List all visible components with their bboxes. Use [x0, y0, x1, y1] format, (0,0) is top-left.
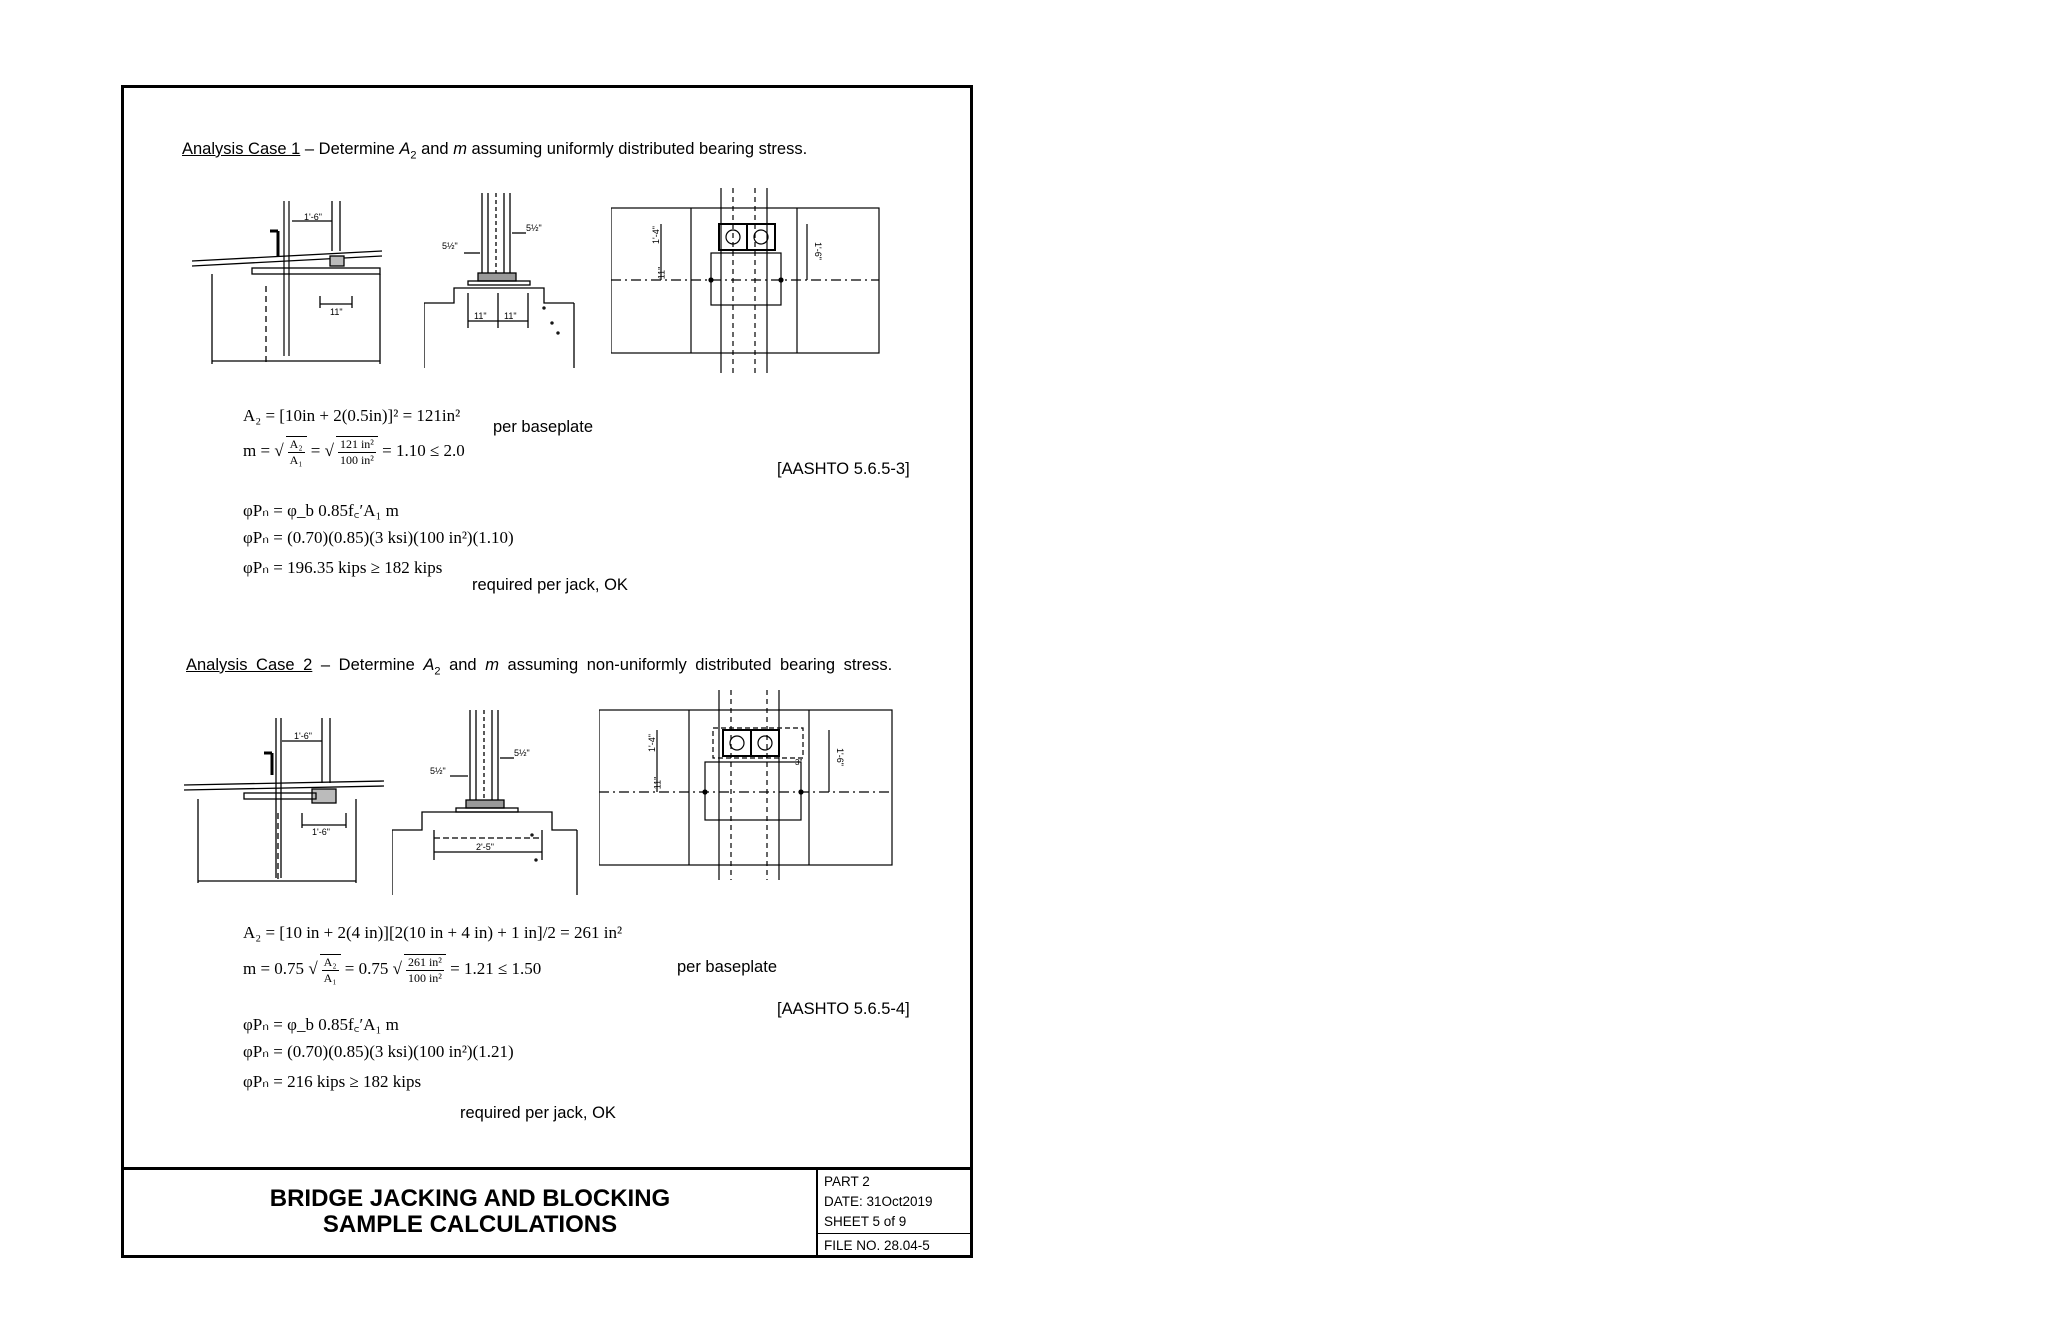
case1-frac2-num: 121 in²: [339, 437, 374, 451]
case2-elevation-figure: [184, 713, 384, 888]
case2-frac2-num: 261 in²: [407, 955, 442, 969]
case2-section-figure: [392, 710, 582, 895]
case2-a2-var: A: [423, 656, 435, 674]
case1-elev-dim-top: 1'-6": [304, 212, 322, 222]
title-block-file-no: FILE NO. 28.04-5: [824, 1238, 930, 1253]
case2-elev-dim-bottom: 1'-6": [312, 827, 330, 837]
case2-frac2-den: 100 in²: [407, 971, 442, 985]
case2-sec-dim-left: 5½": [430, 766, 446, 776]
case1-plan-dim-left-b: 11": [656, 266, 667, 280]
case1-sec-dim-left: 5½": [442, 241, 458, 251]
title-block-vertical-divider: [816, 1170, 818, 1255]
case1-eq-phi3-note: required per jack, OK: [472, 576, 628, 594]
case2-plan-dim-left-b: 11": [652, 776, 663, 790]
case2-plan-dim-left-a: 1'-4": [646, 734, 657, 752]
case1-heading-label: Analysis Case 1: [182, 140, 301, 158]
case2-heading: [186, 656, 892, 677]
case1-sec-dim-right: 5½": [526, 223, 542, 233]
calculation-sheet: [121, 85, 973, 1258]
case1-a2-var: A: [399, 140, 411, 158]
case2-plan-dim-right: 1'-6": [834, 748, 845, 766]
case1-eq-a2: A₂ = [10in + 2(0.5in)]² = 121in²: [243, 406, 461, 425]
title-block-sheet: SHEET 5 of 9: [824, 1214, 907, 1229]
case1-heading: [182, 140, 807, 161]
case2-eq-m: m = 0.75 √ $\frac{\text{A₂}}{\text{A₁}}$ = 0.75 √ $\frac{\text{261 in²}}{\text{100 in²}}$ = 1.21 ≤ 1.50: [243, 955, 542, 985]
case2-eq-phi1: φPₙ = φ_b 0.85f꜀′A₁ m: [243, 1015, 399, 1034]
case1-sec-dim-bottom-b: 11": [504, 311, 517, 321]
title-block-part: PART 2: [824, 1174, 870, 1189]
title-block-file-divider: [818, 1233, 970, 1234]
case1-aashto-ref: [AASHTO 5.6.5-3]: [777, 460, 910, 478]
case2-frac1-den: A₁: [323, 971, 337, 985]
case2-eq-m-left: m = 0.75: [243, 958, 305, 978]
case1-a2-sub: 2: [410, 149, 417, 162]
case2-a2-sub: 2: [434, 665, 441, 678]
case1-heading-text-3: assuming uniformly distributed bearing stress.: [466, 140, 808, 158]
case1-frac1-num: A₂: [289, 437, 303, 451]
case1-eq-phi2: φPₙ = (0.70)(0.85)(3 ksi)(100 in²)(1.10): [243, 528, 514, 547]
case2-eq-m-mid: = 0.75: [344, 958, 389, 978]
case2-heading-text-3: assuming non-uniformly distributed bearing stress.: [498, 656, 893, 674]
title-line-2: SAMPLE CALCULATIONS: [322, 1211, 618, 1238]
case1-elevation-figure: [192, 196, 382, 366]
case2-heading-text-2: and: [440, 656, 486, 674]
case2-heading-text-1: – Determine: [312, 656, 424, 674]
case2-elev-dim-top: 1'-6": [294, 731, 312, 741]
case2-sec-dim-right: 5½": [514, 748, 530, 758]
case2-eq-phi2: φPₙ = (0.70)(0.85)(3 ksi)(100 in²)(1.21): [243, 1042, 514, 1061]
case2-eq-a2-note: per baseplate: [677, 958, 777, 976]
case1-frac1-den: A₁: [289, 453, 303, 467]
title-line-1: BRIDGE JACKING AND BLOCKING: [269, 1185, 671, 1212]
case1-heading-text-1: – Determine: [300, 140, 400, 158]
case2-m-var: m: [485, 656, 499, 674]
case1-heading-text-2: and: [416, 140, 454, 158]
case2-aashto-ref: [AASHTO 5.6.5-4]: [777, 1000, 910, 1018]
case2-plan-figure: [599, 690, 899, 880]
case1-plan-dim-left-a: 1'-4": [650, 226, 661, 244]
case1-m-var: m: [453, 140, 467, 158]
case1-eq-m-right: = 1.10 ≤ 2.0: [382, 440, 465, 460]
case2-frac1-num: A₂: [323, 955, 337, 969]
case1-plan-figure: [611, 188, 886, 373]
case1-eq-phi1: φPₙ = φ_b 0.85f꜀′A₁ m: [243, 501, 399, 520]
case1-frac2-den: 100 in²: [339, 453, 374, 467]
case1-eq-m: m = √ $\frac{\text{A₂}}{\text{A₁}}$ = √ $\frac{\text{121 in²}}{\text{100 in²}}$ = 1.10 ≤ 2.0: [243, 437, 465, 467]
case2-eq-m-right: = 1.21 ≤ 1.50: [450, 958, 542, 978]
case2-eq-phi3: φPₙ = 216 kips ≥ 182 kips: [243, 1072, 422, 1091]
case1-sec-dim-bottom-a: 11": [474, 311, 487, 321]
title-block-divider: [124, 1167, 970, 1170]
case2-plan-dim-small: 3": [795, 758, 803, 767]
title-block-date: DATE: 31Oct2019: [824, 1194, 933, 1209]
case1-eq-a2-note: per baseplate: [493, 418, 593, 436]
case2-eq-a2: A₂ = [10 in + 2(4 in)][2(10 in + 4 in) + 1 in]/2 = 261 in²: [243, 923, 623, 942]
case1-section-figure: [424, 193, 584, 368]
case1-plan-dim-right: 1'-6": [812, 242, 823, 260]
case2-sec-dim-bottom: 2'-5": [476, 842, 494, 852]
case2-eq-phi3-note: required per jack, OK: [460, 1104, 616, 1122]
case2-heading-label: Analysis Case 2: [186, 656, 313, 674]
case1-eq-phi3: φPₙ = 196.35 kips ≥ 182 kips: [243, 558, 443, 577]
case1-eq-m-left: m =: [243, 440, 271, 460]
case1-elev-dim-bottom: 11": [330, 307, 343, 317]
